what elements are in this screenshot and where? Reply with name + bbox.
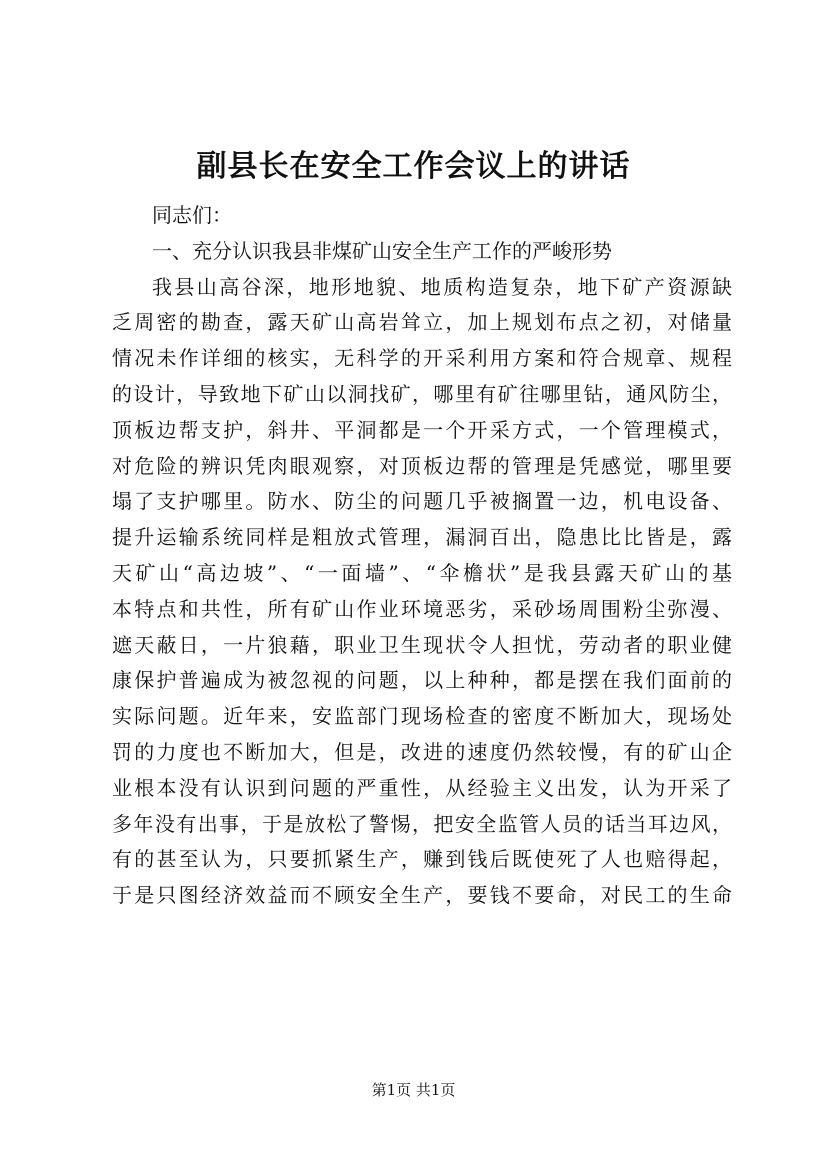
paragraph-line: 康保护普遍成为被忽视的问题，以上种种，都是摆在我们面前的 [112,668,732,693]
paragraph-line: 顶板边帮支护，斜井、平洞都是一个开采方式，一个管理模式， [112,417,732,442]
document-body [112,198,732,914]
paragraph-line: 遮天蔽日，一片狼藉，职业卫生现状令人担忧，劳动者的职业健 [112,632,732,657]
paragraph-line: 乏周密的勘查，露天矿山高岩耸立，加上规划布点之初，对储量 [112,310,732,335]
paragraph-line: 天矿山“高边坡”、“一面墙”、“伞檐状”是我县露天矿山的基 [112,560,732,585]
paragraph-line: 我县山高谷深，地形地貌、地质构造复杂，地下矿产资源缺 [152,274,732,299]
paragraph-line: 本特点和共性，所有矿山作业环境恶劣，采砂场周围粉尘弥漫、 [112,596,732,621]
paragraph-line: 多年没有出事，于是放松了警惕，把安全监管人员的话当耳边风， [112,811,732,836]
paragraph-line: 提升运输系统同样是粗放式管理，漏洞百出，隐患比比皆是，露 [112,525,732,550]
document-title: 副县长在安全工作会议上的讲话 [196,149,631,184]
paragraph-line: 罚的力度也不断加大，但是，改进的速度仍然较慢，有的矿山企 [112,739,732,764]
salutation: 同志们： [152,203,232,227]
page-footer: 第1页 共1页 [371,1081,456,1099]
section-heading: 一、充分认识我县非煤矿山安全生产工作的严峻形势 [152,238,612,263]
paragraph-line: 塌了支护哪里。防水、防尘的问题几乎被搁置一边，机电设备、 [112,489,732,514]
paragraph-line: 情况未作详细的核实，无科学的开采利用方案和符合规章、规程 [112,346,732,371]
paragraph-line: 业根本没有认识到问题的严重性，从经验主义出发，认为开采了 [112,775,732,800]
paragraph-line: 有的甚至认为，只要抓紧生产，赚到钱后既使死了人也赔得起， [112,847,732,872]
paragraph-line: 实际问题。近年来，安监部门现场检查的密度不断加大，现场处 [112,704,732,729]
paragraph-line: 的设计，导致地下矿山以洞找矿，哪里有矿往哪里钻，通风防尘， [112,381,732,406]
paragraph-line: 对危险的辨识凭肉眼观察，对顶板边帮的管理是凭感觉，哪里要 [112,453,732,478]
paragraph-line: 于是只图经济效益而不顾安全生产，要钱不要命，对民工的生命 [112,883,732,908]
